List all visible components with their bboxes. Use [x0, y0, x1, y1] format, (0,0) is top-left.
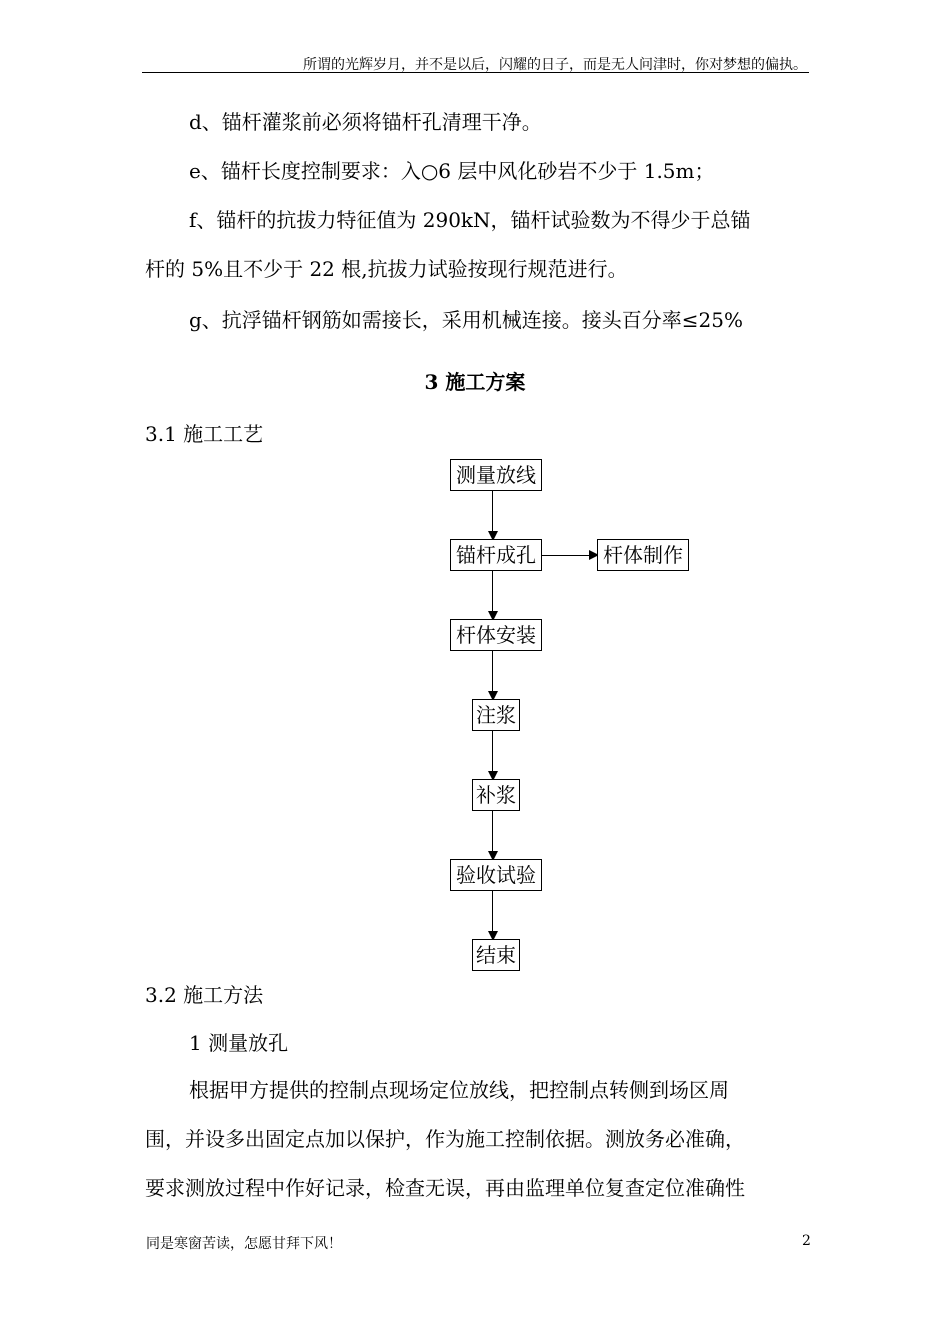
flow-step-drilling: 锚杆成孔 — [450, 539, 542, 571]
page-header-text: 所谓的光辉岁月，并不是以后，闪耀的日子，而是无人问津时，你对梦想的偏执。 — [303, 57, 807, 73]
subsection-3-1: 3.1 施工工艺 — [145, 422, 264, 446]
list-item-g: g、抗浮锚杆钢筋如需接长，采用机械连接。接头百分率≤25% — [189, 308, 744, 332]
flow-step-acceptance-test: 验收试验 — [450, 859, 542, 891]
flow-arrow — [492, 891, 493, 939]
body-line-3: 要求测放过程中作好记录，检查无误，再由监理单位复查定位准确性 — [145, 1176, 745, 1200]
flow-step-grouting: 注浆 — [472, 699, 520, 731]
flow-arrow — [492, 651, 493, 699]
flow-step-survey: 测量放线 — [450, 459, 542, 491]
page-footer-text: 同是寒窗苦读，怎愿甘拜下风！ — [146, 1236, 342, 1252]
body-line-1: 根据甲方提供的控制点现场定位放线，把控制点转侧到场区周 — [189, 1078, 729, 1102]
list-item-f: f、锚杆的抗拔力特征值为 290kN，锚杆试验数为不得少于总锚 — [189, 208, 751, 232]
flow-arrow — [542, 555, 597, 556]
page-number: 2 — [802, 1233, 811, 1249]
flow-step-end: 结束 — [472, 939, 520, 971]
item-1-heading: 1 测量放孔 — [189, 1031, 289, 1055]
list-item-d: d、锚杆灌浆前必须将锚杆孔清理干净。 — [189, 110, 542, 134]
section-title: 3 施工方案 — [424, 370, 526, 394]
header-rule — [142, 72, 809, 73]
flow-arrow — [492, 811, 493, 859]
flow-arrow — [492, 571, 493, 619]
body-line-2: 围，并设多出固定点加以保护，作为施工控制依据。测放务必准确， — [145, 1127, 745, 1151]
list-item-f-cont: 杆的 5%且不少于 22 根,抗拔力试验按现行规范进行。 — [145, 257, 628, 281]
flow-arrow — [492, 731, 493, 779]
list-item-e: e、锚杆长度控制要求：入○6 层中风化砂岩不少于 1.5m； — [189, 159, 715, 183]
flow-step-rod-install: 杆体安装 — [450, 619, 542, 651]
flow-step-rod-fabrication: 杆体制作 — [597, 539, 689, 571]
flow-step-regrouting: 补浆 — [472, 779, 520, 811]
subsection-3-2: 3.2 施工方法 — [145, 983, 264, 1007]
flow-arrow — [492, 491, 493, 539]
